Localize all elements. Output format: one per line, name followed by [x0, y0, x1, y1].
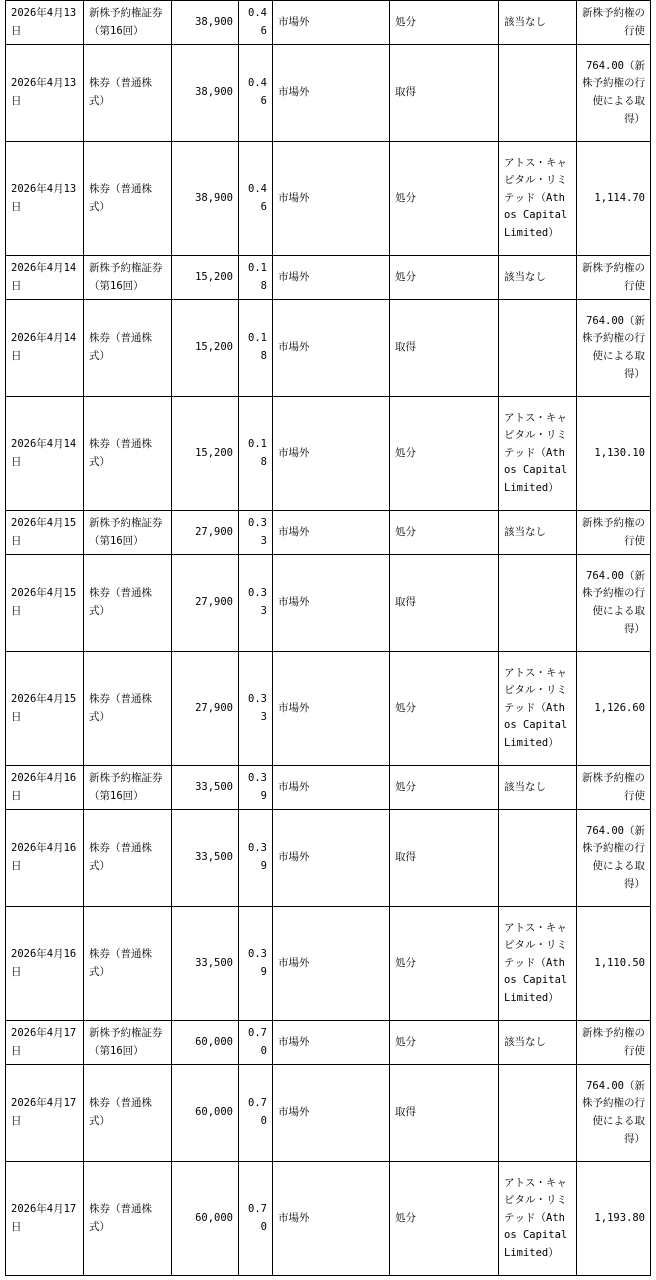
- action-cell: 処分: [390, 907, 499, 1021]
- quantity-cell: 27,900: [172, 555, 239, 652]
- table-row: [6, 907, 651, 1021]
- unit-price-cell: 新株予約権の行使: [577, 766, 651, 810]
- venue-cell: 市場外: [273, 1021, 390, 1065]
- unit-price-cell: 764.00（新株予約権の行使による取得）: [577, 810, 651, 907]
- venue-cell: 市場外: [273, 45, 390, 142]
- unit-price-cell: 1,193.80: [577, 1162, 651, 1276]
- venue-cell: 市場外: [273, 1065, 390, 1162]
- transaction-table: [5, 0, 651, 1276]
- counterparty-cell: アトス・キャピタル・リミテッド（Athos Capital Limited）: [499, 907, 577, 1021]
- venue-cell: 市場外: [273, 766, 390, 810]
- action-cell: 処分: [390, 256, 499, 300]
- security-type-cell: 株券（普通株式）: [84, 555, 172, 652]
- security-type-cell: 株券（普通株式）: [84, 45, 172, 142]
- action-cell: 処分: [390, 1, 499, 45]
- ratio-cell: 0.18: [239, 300, 273, 397]
- ratio-cell: 0.33: [239, 555, 273, 652]
- transaction-date-cell: 2026年4月16日: [6, 766, 84, 810]
- transaction-date-cell: 2026年4月13日: [6, 45, 84, 142]
- ratio-cell: 0.46: [239, 1, 273, 45]
- unit-price-cell: 1,126.60: [577, 652, 651, 766]
- table-row: [6, 1021, 651, 1065]
- transaction-date-cell: 2026年4月17日: [6, 1065, 84, 1162]
- action-cell: 取得: [390, 45, 499, 142]
- transaction-date-cell: 2026年4月15日: [6, 555, 84, 652]
- table-row: [6, 300, 651, 397]
- venue-cell: 市場外: [273, 142, 390, 256]
- counterparty-cell: [499, 1065, 577, 1162]
- action-cell: 取得: [390, 555, 499, 652]
- ratio-cell: 0.18: [239, 397, 273, 511]
- unit-price-cell: 新株予約権の行使: [577, 256, 651, 300]
- counterparty-cell: [499, 810, 577, 907]
- unit-price-cell: 1,110.50: [577, 907, 651, 1021]
- table-row: [6, 142, 651, 256]
- quantity-cell: 38,900: [172, 142, 239, 256]
- transaction-date-cell: 2026年4月14日: [6, 300, 84, 397]
- ratio-cell: 0.46: [239, 142, 273, 256]
- transaction-date-cell: 2026年4月16日: [6, 907, 84, 1021]
- quantity-cell: 33,500: [172, 907, 239, 1021]
- table-row: [6, 256, 651, 300]
- unit-price-cell: 764.00（新株予約権の行使による取得）: [577, 45, 651, 142]
- quantity-cell: 38,900: [172, 1, 239, 45]
- quantity-cell: 33,500: [172, 810, 239, 907]
- counterparty-cell: 該当なし: [499, 256, 577, 300]
- action-cell: 処分: [390, 652, 499, 766]
- table-row: [6, 1, 651, 45]
- table-row: [6, 45, 651, 142]
- venue-cell: 市場外: [273, 907, 390, 1021]
- quantity-cell: 38,900: [172, 45, 239, 142]
- ratio-cell: 0.18: [239, 256, 273, 300]
- quantity-cell: 60,000: [172, 1021, 239, 1065]
- venue-cell: 市場外: [273, 300, 390, 397]
- quantity-cell: 60,000: [172, 1065, 239, 1162]
- action-cell: 処分: [390, 142, 499, 256]
- security-type-cell: 株券（普通株式）: [84, 810, 172, 907]
- ratio-cell: 0.39: [239, 766, 273, 810]
- action-cell: 取得: [390, 810, 499, 907]
- counterparty-cell: アトス・キャピタル・リミテッド（Athos Capital Limited）: [499, 652, 577, 766]
- quantity-cell: 60,000: [172, 1162, 239, 1276]
- venue-cell: 市場外: [273, 652, 390, 766]
- unit-price-cell: 764.00（新株予約権の行使による取得）: [577, 300, 651, 397]
- table-row: [6, 397, 651, 511]
- counterparty-cell: アトス・キャピタル・リミテッド（Athos Capital Limited）: [499, 142, 577, 256]
- quantity-cell: 15,200: [172, 300, 239, 397]
- counterparty-cell: 該当なし: [499, 1, 577, 45]
- venue-cell: 市場外: [273, 810, 390, 907]
- table-row: [6, 511, 651, 555]
- venue-cell: 市場外: [273, 256, 390, 300]
- transaction-date-cell: 2026年4月16日: [6, 810, 84, 907]
- security-type-cell: 株券（普通株式）: [84, 1065, 172, 1162]
- security-type-cell: 株券（普通株式）: [84, 300, 172, 397]
- security-type-cell: 株券（普通株式）: [84, 397, 172, 511]
- transaction-date-cell: 2026年4月15日: [6, 652, 84, 766]
- transaction-date-cell: 2026年4月17日: [6, 1162, 84, 1276]
- table-row: [6, 810, 651, 907]
- action-cell: 処分: [390, 397, 499, 511]
- table-row: [6, 1162, 651, 1276]
- quantity-cell: 33,500: [172, 766, 239, 810]
- action-cell: 取得: [390, 1065, 499, 1162]
- quantity-cell: 15,200: [172, 256, 239, 300]
- counterparty-cell: アトス・キャピタル・リミテッド（Athos Capital Limited）: [499, 397, 577, 511]
- security-type-cell: 株券（普通株式）: [84, 142, 172, 256]
- counterparty-cell: 該当なし: [499, 766, 577, 810]
- table-row: [6, 766, 651, 810]
- security-type-cell: 株券（普通株式）: [84, 652, 172, 766]
- venue-cell: 市場外: [273, 1, 390, 45]
- security-type-cell: 新株予約権証券（第16回）: [84, 1, 172, 45]
- action-cell: 処分: [390, 766, 499, 810]
- unit-price-cell: 1,114.70: [577, 142, 651, 256]
- unit-price-cell: 新株予約権の行使: [577, 1021, 651, 1065]
- counterparty-cell: アトス・キャピタル・リミテッド（Athos Capital Limited）: [499, 1162, 577, 1276]
- unit-price-cell: 新株予約権の行使: [577, 1, 651, 45]
- quantity-cell: 27,900: [172, 511, 239, 555]
- action-cell: 処分: [390, 511, 499, 555]
- action-cell: 取得: [390, 300, 499, 397]
- transaction-date-cell: 2026年4月13日: [6, 1, 84, 45]
- table-row: [6, 555, 651, 652]
- unit-price-cell: 新株予約権の行使: [577, 511, 651, 555]
- action-cell: 処分: [390, 1021, 499, 1065]
- quantity-cell: 15,200: [172, 397, 239, 511]
- unit-price-cell: 1,130.10: [577, 397, 651, 511]
- unit-price-cell: 764.00（新株予約権の行使による取得）: [577, 555, 651, 652]
- quantity-cell: 27,900: [172, 652, 239, 766]
- ratio-cell: 0.33: [239, 511, 273, 555]
- transaction-date-cell: 2026年4月13日: [6, 142, 84, 256]
- ratio-cell: 0.39: [239, 810, 273, 907]
- security-type-cell: 株券（普通株式）: [84, 1162, 172, 1276]
- venue-cell: 市場外: [273, 397, 390, 511]
- ratio-cell: 0.46: [239, 45, 273, 142]
- transaction-date-cell: 2026年4月17日: [6, 1021, 84, 1065]
- security-type-cell: 新株予約権証券（第16回）: [84, 1021, 172, 1065]
- ratio-cell: 0.33: [239, 652, 273, 766]
- ratio-cell: 0.70: [239, 1065, 273, 1162]
- action-cell: 処分: [390, 1162, 499, 1276]
- ratio-cell: 0.39: [239, 907, 273, 1021]
- counterparty-cell: [499, 45, 577, 142]
- unit-price-cell: 764.00（新株予約権の行使による取得）: [577, 1065, 651, 1162]
- security-type-cell: 新株予約権証券（第16回）: [84, 256, 172, 300]
- transaction-date-cell: 2026年4月14日: [6, 256, 84, 300]
- venue-cell: 市場外: [273, 1162, 390, 1276]
- security-type-cell: 新株予約権証券（第16回）: [84, 511, 172, 555]
- transaction-date-cell: 2026年4月14日: [6, 397, 84, 511]
- counterparty-cell: 該当なし: [499, 1021, 577, 1065]
- counterparty-cell: 該当なし: [499, 511, 577, 555]
- counterparty-cell: [499, 555, 577, 652]
- ratio-cell: 0.70: [239, 1021, 273, 1065]
- table-row: [6, 1065, 651, 1162]
- ratio-cell: 0.70: [239, 1162, 273, 1276]
- venue-cell: 市場外: [273, 555, 390, 652]
- security-type-cell: 新株予約権証券（第16回）: [84, 766, 172, 810]
- venue-cell: 市場外: [273, 511, 390, 555]
- counterparty-cell: [499, 300, 577, 397]
- transaction-date-cell: 2026年4月15日: [6, 511, 84, 555]
- security-type-cell: 株券（普通株式）: [84, 907, 172, 1021]
- table-row: [6, 652, 651, 766]
